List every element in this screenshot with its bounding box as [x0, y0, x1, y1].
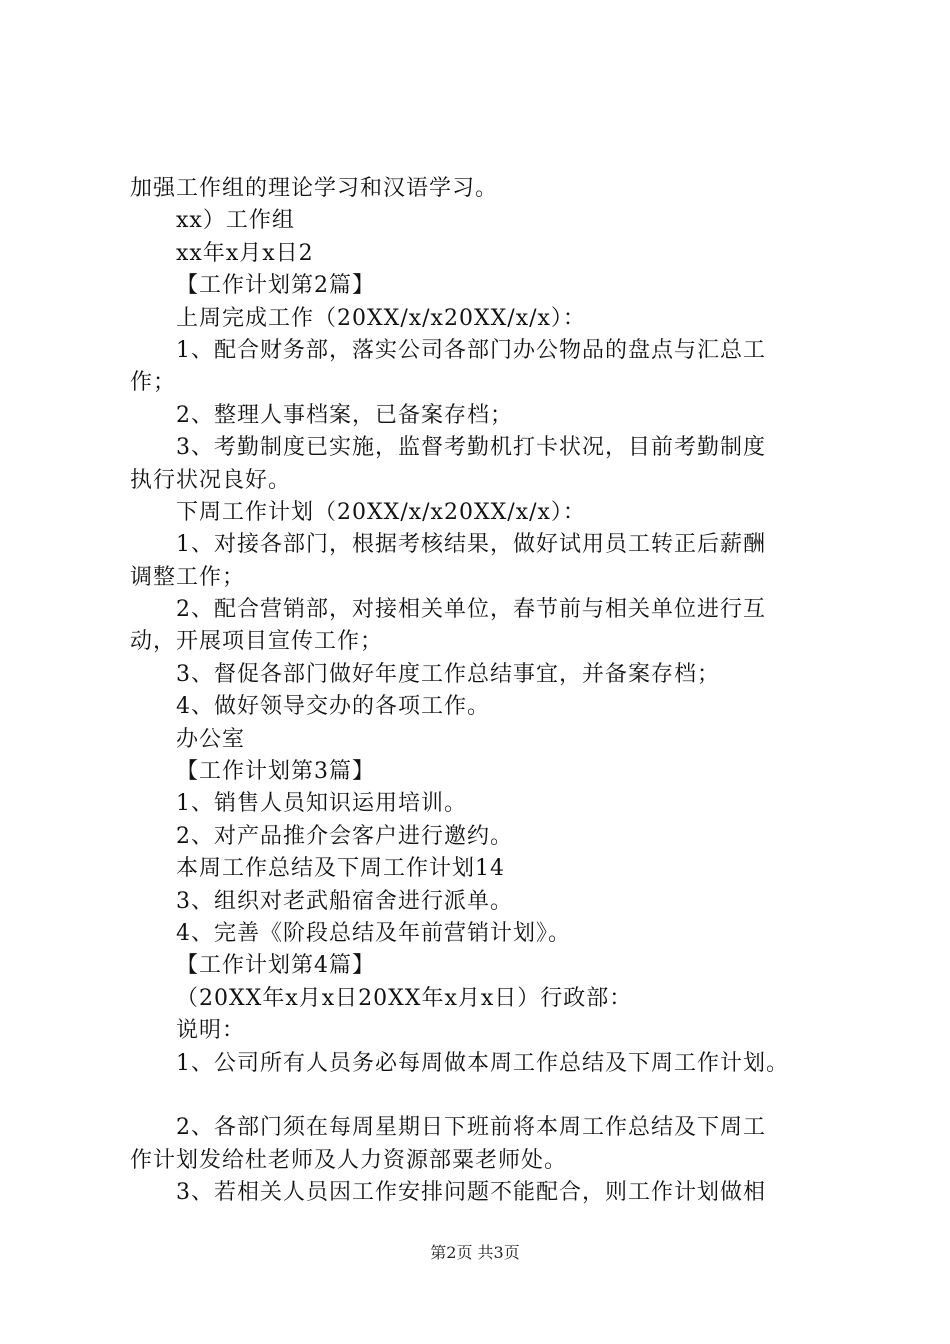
text-line: 3、督促各部门做好年度工作总结事宜，并备案存档；	[176, 661, 720, 687]
text-line: 办公室	[176, 726, 246, 752]
text-line: 1、公司所有人员务必每周做本周工作总结及下周工作计划。	[176, 1050, 789, 1076]
text-line: 【工作计划第2篇】	[176, 273, 375, 299]
text-line: 1、对接各部门，根据考核结果，做好试用员工转正后薪酬	[176, 532, 766, 558]
document-body	[130, 173, 840, 1210]
text-line: 本周工作总结及下周工作计划14	[176, 856, 505, 882]
text-line: 说明：	[176, 1018, 246, 1044]
text-line: 3、若相关人员因工作安排问题不能配合，则工作计划做相	[176, 1180, 766, 1206]
text-line: xx）工作组	[176, 208, 295, 234]
text-line: 1、配合财务部，落实公司各部门办公物品的盘点与汇总工	[176, 337, 766, 363]
text-line: 3、考勤制度已实施，监督考勤机打卡状况，目前考勤制度	[176, 435, 766, 461]
text-line: （20XX年x月x日20XX年x月x日）行政部：	[176, 985, 633, 1011]
text-line: 执行状况良好。	[130, 467, 292, 493]
text-line: 【工作计划第3篇】	[176, 759, 375, 785]
text-line: 动，开展项目宣传工作；	[130, 629, 384, 655]
text-line: 2、整理人事档案，已备案存档；	[176, 402, 513, 428]
text-line: 【工作计划第4篇】	[176, 953, 375, 979]
text-line: 4、做好领导交办的各项工作。	[176, 694, 490, 720]
text-line: 2、配合营销部，对接相关单位，春节前与相关单位进行互	[176, 597, 766, 623]
blank-line	[130, 1080, 840, 1112]
text-line: 下周工作计划（20XX/x/x20XX/x/x）：	[176, 499, 586, 525]
text-line: 1、销售人员知识运用培训。	[176, 791, 467, 817]
text-line: 作计划发给杜老师及人力资源部粟老师处。	[130, 1147, 568, 1173]
text-line: 调整工作；	[130, 564, 246, 590]
text-line: 4、完善《阶段总结及年前营销计划》。	[176, 920, 571, 946]
text-line: 2、各部门须在每周星期日下班前将本周工作总结及下周工	[176, 1115, 766, 1141]
text-line: 3、组织对老武船宿舍进行派单。	[176, 888, 513, 914]
text-line: 加强工作组的理论学习和汉语学习。	[130, 176, 499, 201]
text-line: 作；	[130, 370, 177, 396]
text-line: xx年x月x日2	[176, 240, 314, 266]
page-number-footer: 第2页 共3页	[430, 1243, 520, 1262]
text-line: 上周完成工作（20XX/x/x20XX/x/x）：	[176, 305, 586, 331]
text-line: 2、对产品推介会客户进行邀约。	[176, 823, 513, 849]
